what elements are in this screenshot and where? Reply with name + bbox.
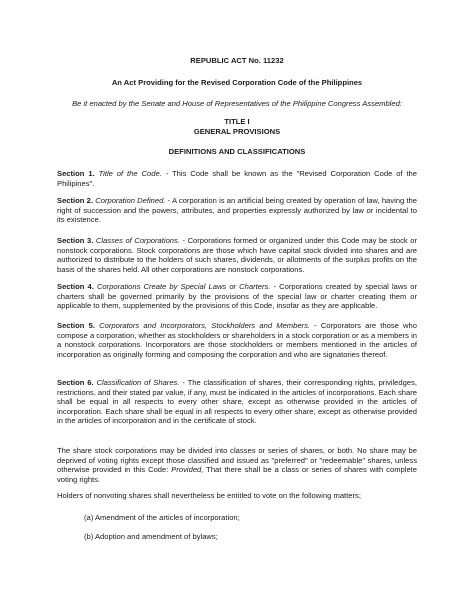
section-text: - Corporations created by special laws or charters shall be governed primarily by the provisions of the special law or charter creating them or applicable to them, supplemented by the provisions of this Code, insofar as they are applicable. [57, 282, 417, 311]
title-number: TITLE I [224, 117, 250, 126]
section-heading: Corporation Defined. [95, 196, 166, 205]
chapter-heading: DEFINITIONS AND CLASSIFICATIONS [168, 147, 306, 156]
act-title: REPUBLIC ACT No. 11232 [190, 56, 284, 65]
section-heading: Classes of Corporations. [95, 236, 180, 245]
section-label: Section 6. [57, 378, 94, 387]
section-5 [57, 321, 417, 359]
section-6 [57, 378, 417, 426]
list-item: (a) Amendment of the articles of incorporation; [84, 513, 240, 522]
section-text: - Corporators are those who compose a corporation, whether as stockholders or shareholders in a stock corporation or as a members in a nonstock corporations. Incorporators are those stockholders or members mentioned in the articles of incorporation as originally forming and composing the corporation and who are signatories thereof. [57, 321, 417, 359]
title-name: GENERAL PROVISIONS [193, 127, 281, 136]
section-label: Section 5. [57, 321, 95, 330]
section-2 [57, 196, 417, 225]
section-4 [57, 282, 417, 311]
section-heading: Corporators and Incorporators, Stockholders and Members. [99, 321, 310, 330]
section-text: - The classification of shares, their corresponding rights, priviledges, restrictions, and their stated par value, if any, must be indicated in the articles of incorporations. Each share shall be equal in all respects to every other share, except as otherwise provided in the articles of incorporation. Each share shall be equal in all respects to every other share, except as otherwise provided in the articles of incorporation and in the certificate of stock. [57, 378, 417, 426]
section-label: Section 2. [57, 196, 93, 205]
provided-term: Provided, [171, 465, 204, 475]
section-1 [57, 169, 417, 188]
paragraph-share-classes [57, 446, 417, 484]
enacting-clause: Be it enacted by the Senate and House of Representatives of the Philippine Congress Assembled: [72, 99, 402, 108]
section-text: - This Code shall be known as the "Revised Corporation Code of the Philipines". [57, 169, 418, 188]
section-label: Section 4. [57, 282, 94, 291]
paragraph-nonvoting: Holders of nonvoting shares shall nevertheless be entitled to vote on the following matters; [57, 491, 361, 500]
act-subtitle: An Act Providing for the Revised Corporation Code of the Philippines [111, 78, 363, 87]
section-heading: Classification of Shares. [96, 378, 180, 387]
list-item: (b) Adoption and amendment of bylaws; [84, 532, 218, 541]
section-text: - A corporation is an artificial being created by operation of law, having the right of succession and the powers, attributes, and properties expressly authorized by law or incidental to its existence. [57, 196, 417, 225]
section-heading: Title of the Code. [98, 169, 162, 178]
section-text: - Corporations formed or organized under this Code may be stock or nonstock corporations. Stock corporations are those which have capital stock divided into shares and are authorized to distribute to the holders of such shares, dividends, or allotments of the surplus profits on the basis of the shares held. All other corporations are nonstock corporations. [57, 236, 417, 274]
section-label: Section 3. [57, 236, 94, 245]
paragraph-text: That there shall be a class or series of shares with complete voting rights. [57, 465, 417, 484]
section-label: Section 1. [57, 169, 95, 178]
section-heading: Corporations Create by Special Laws or Charters. [96, 282, 271, 291]
section-3 [57, 236, 417, 274]
paragraph-text: The share stock corporations may be divided into classes or series of shares, or both. No share may be deprived of voting rights except those classified and issued as "preferred" or "redeemable" shares, unless otherwise provided in this Code: [57, 446, 417, 475]
